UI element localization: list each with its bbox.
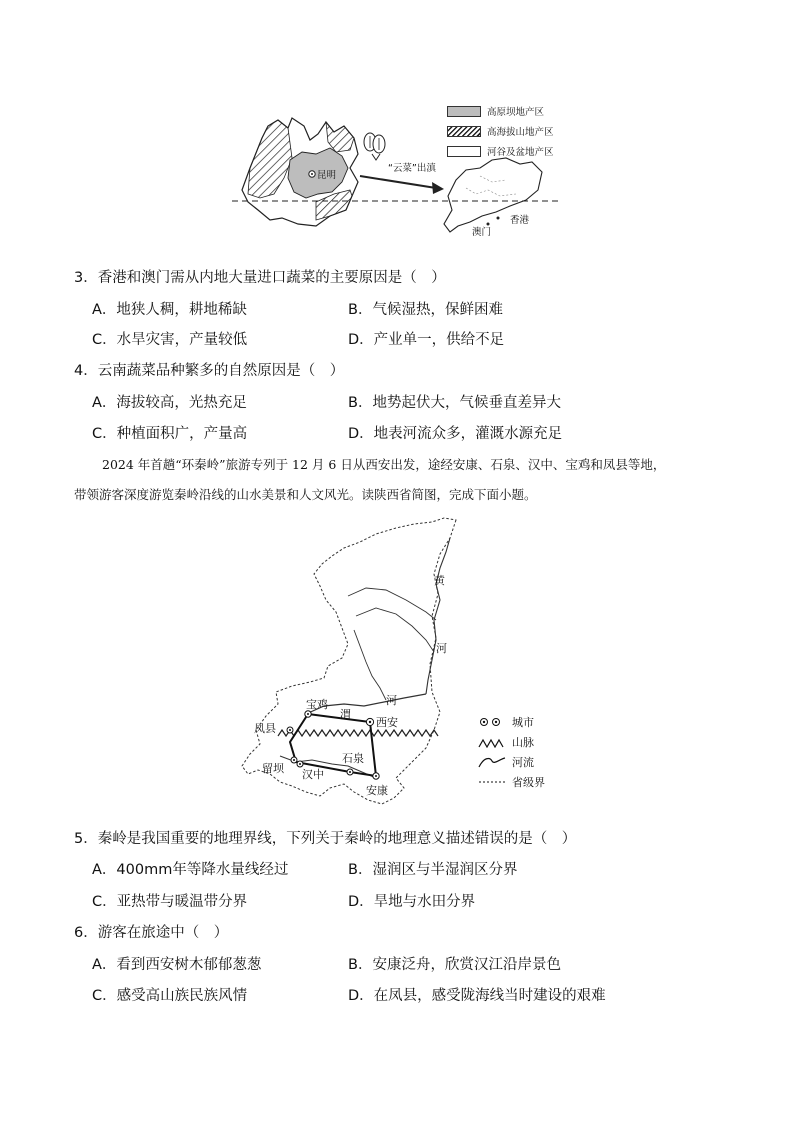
passage-line-2: 带领游客深度游览秦岭沿线的山水美景和人文风光。读陕西省简图，完成下面小题。 — [74, 487, 537, 502]
q6-option-a[interactable]: A．看到西安树木郁郁葱葱 — [92, 957, 262, 973]
question-4-stem: 4．云南蔬菜品种繁多的自然原因是（ ） — [74, 363, 345, 379]
legend-mountain — [447, 124, 554, 138]
label-hanzhong: 汉中 — [302, 768, 324, 781]
legend-boundary — [478, 774, 545, 790]
legend-boundary-label: 省级界 — [512, 776, 545, 789]
legend-mountain-label: 高海拔山地产区 — [487, 127, 554, 138]
q4-option-b[interactable]: B．地势起伏大，气候垂直差异大 — [348, 395, 561, 411]
legend-city — [478, 714, 534, 730]
q6-option-c[interactable]: C．感受高山族民族风情 — [92, 988, 248, 1004]
yunnan-guangdong-map — [230, 98, 570, 248]
legend-plateau-label: 高原坝地产区 — [487, 107, 545, 118]
plateau-swatch — [447, 106, 481, 117]
question-3-stem: 3．香港和澳门需从内地大量进口蔬菜的主要原因是（ ） — [74, 270, 446, 286]
q3-option-b[interactable]: B．气候湿热，保鲜困难 — [348, 302, 503, 318]
shaanxi-map — [236, 516, 466, 816]
legend-river — [478, 754, 534, 770]
boundary-icon — [478, 776, 506, 788]
label-liuba: 留坝 — [262, 762, 284, 775]
q5-option-d[interactable]: D．旱地与水田分界 — [348, 894, 476, 910]
legend-plateau — [447, 104, 544, 118]
label-wei: 渭 — [340, 708, 351, 721]
yuncai-label: “云菜”出滇 — [388, 163, 436, 174]
legend-mountains — [478, 734, 534, 750]
mountain-icon — [478, 736, 506, 748]
label-xian: 西安 — [376, 716, 398, 729]
q3-option-d[interactable]: D．产业单一，供给不足 — [348, 332, 505, 348]
q5-option-b[interactable]: B．湿润区与半湿润区分界 — [348, 862, 518, 878]
legend-mountain-label-2: 山脉 — [512, 736, 534, 749]
label-ankang: 安康 — [366, 784, 388, 797]
label-he-1: 河 — [436, 642, 447, 655]
q5-option-c[interactable]: C．亚热带与暖温带分界 — [92, 894, 248, 910]
q6-option-b[interactable]: B．安康泛舟，欣赏汉江沿岸景色 — [348, 957, 561, 973]
q5-option-a[interactable]: A．400mm年等降水量线经过 — [92, 862, 289, 878]
macao-label: 澳门 — [472, 227, 492, 238]
question-5-stem: 5．秦岭是我国重要的地理界线，下列关于秦岭的地理意义描述错误的是（ ） — [74, 831, 577, 847]
label-fengxian: 凤县 — [254, 722, 276, 735]
q4-option-d[interactable]: D．地表河流众多，灌溉水源充足 — [348, 426, 563, 442]
q4-option-c[interactable]: C．种植面积广，产量高 — [92, 426, 248, 442]
hongkong-label: 香港 — [510, 215, 530, 226]
valley-swatch — [447, 146, 481, 157]
legend-valley-label: 河谷及盆地产区 — [487, 147, 554, 158]
passage-line-1: 2024 年首趟“环秦岭”旅游专列于 12 月 6 日从西安出发，途经安康、石泉、汉中、宝鸡和凤县等地， — [102, 457, 666, 472]
label-he-2: 河 — [386, 694, 397, 707]
river-icon — [478, 755, 506, 769]
mountain-swatch — [447, 126, 481, 137]
export-arrow — [360, 176, 436, 188]
q3-option-c[interactable]: C．水旱灾害，产量较低 — [92, 332, 248, 348]
label-shiquan: 石泉 — [342, 752, 364, 765]
city-icon — [478, 716, 506, 728]
label-huang: 黄 — [434, 574, 445, 587]
kunming-label: 昆明 — [317, 170, 337, 181]
legend-river-label: 河流 — [512, 756, 534, 769]
vegetable-icon — [364, 133, 385, 160]
legend-valley — [447, 144, 554, 158]
q3-option-a[interactable]: A．地狭人稠，耕地稀缺 — [92, 302, 247, 318]
question-6-stem: 6．游客在旅途中（ ） — [74, 925, 229, 941]
legend-city-label: 城市 — [512, 716, 534, 729]
label-baoji: 宝鸡 — [306, 698, 328, 711]
passage — [74, 450, 724, 510]
q4-option-a[interactable]: A．海拔较高，光热充足 — [92, 395, 247, 411]
q6-option-d[interactable]: D．在凤县，感受陇海线当时建设的艰难 — [348, 988, 606, 1004]
